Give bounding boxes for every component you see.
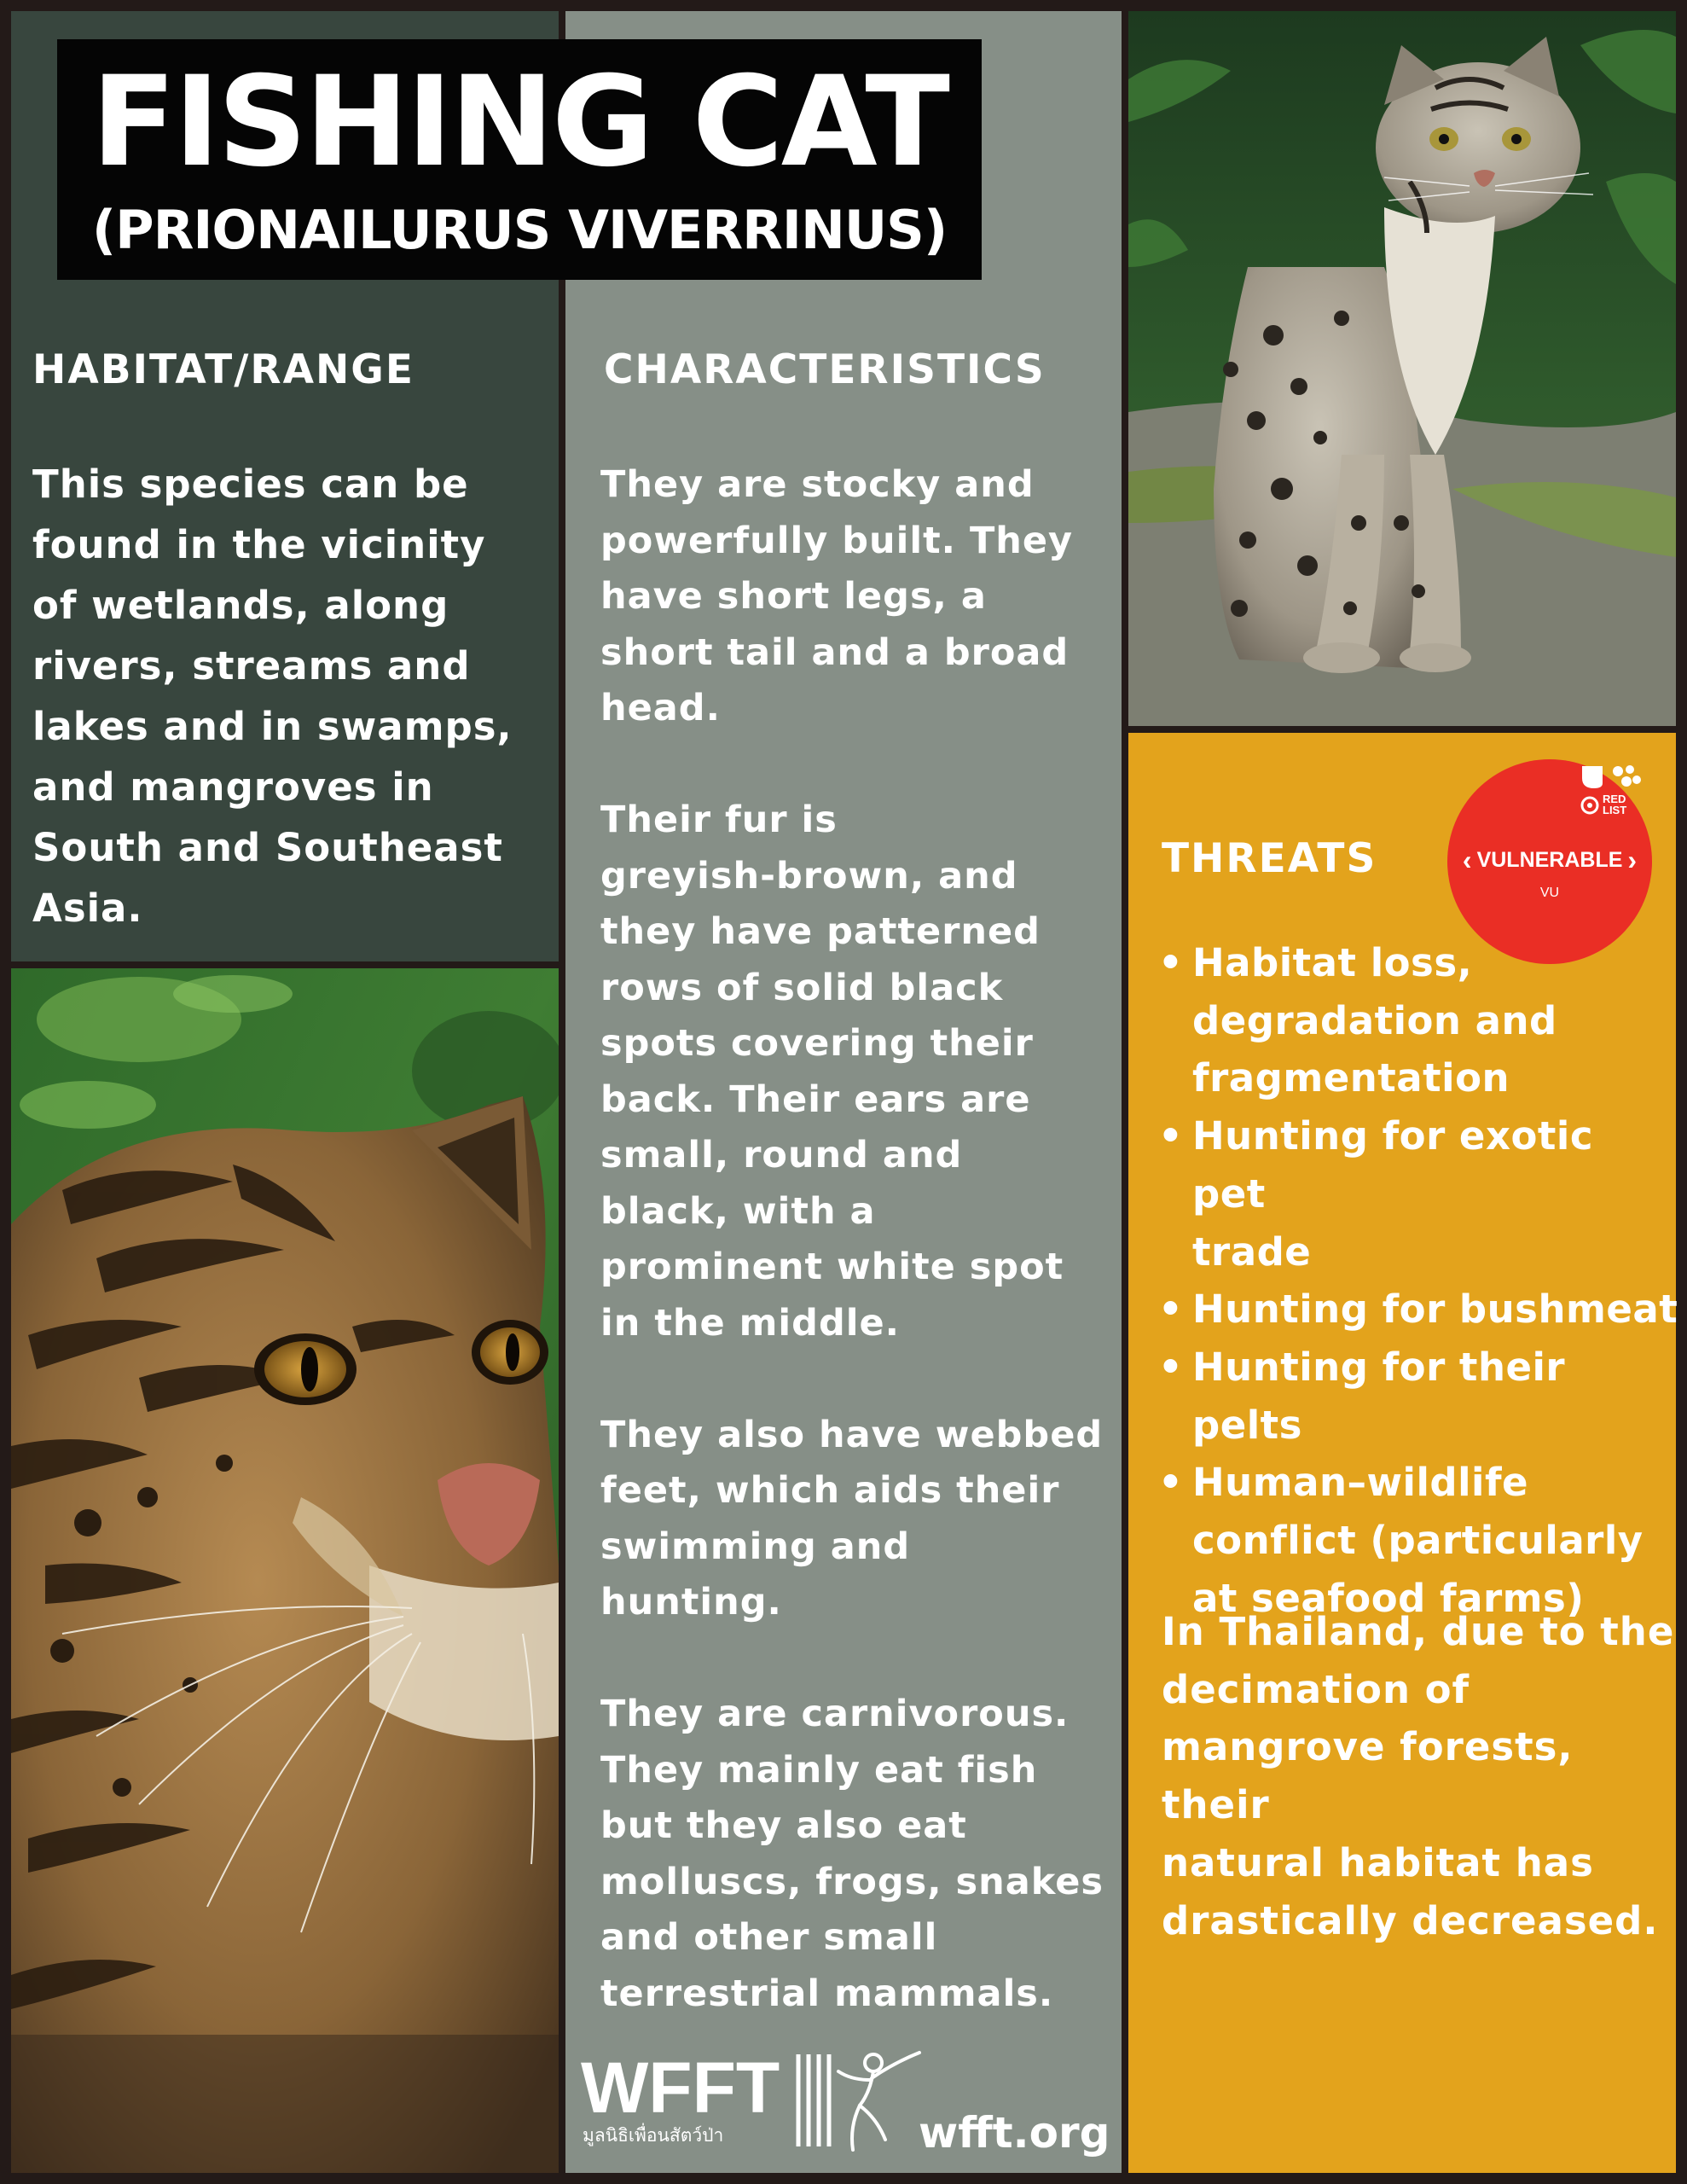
text-line: Hunting for their bbox=[1192, 1344, 1566, 1390]
redlist-badge bbox=[1447, 759, 1652, 964]
characteristics-panel bbox=[565, 11, 1122, 2173]
fishing-cat-closeup-photo bbox=[11, 968, 559, 2173]
paragraph bbox=[600, 793, 1121, 1351]
habitat-text bbox=[32, 454, 553, 938]
bullet: • bbox=[1158, 1460, 1184, 1506]
paragraph bbox=[600, 1408, 1121, 1631]
text-line: spots covering their bbox=[600, 1022, 1034, 1065]
fishing-cat-sitting-photo bbox=[1128, 11, 1676, 726]
text-line: feet, which aids their bbox=[600, 1469, 1060, 1512]
wfft-logo-text: WFFT bbox=[581, 2048, 780, 2128]
list-item bbox=[1158, 1339, 1678, 1454]
text-line: in the middle. bbox=[600, 1301, 900, 1345]
text-line: natural habitat has bbox=[1162, 1839, 1594, 1885]
text-line: They mainly eat fish bbox=[600, 1748, 1038, 1792]
text-line: Hunting for exotic pet bbox=[1192, 1113, 1594, 1217]
text-line: hunting. bbox=[600, 1581, 782, 1623]
text-line: In Thailand, due to the bbox=[1162, 1609, 1675, 1654]
gibbon-logo-icon bbox=[791, 2046, 928, 2160]
paragraph bbox=[600, 1687, 1121, 2022]
text-line: swimming and bbox=[600, 1525, 911, 1568]
text-line: they have patterned bbox=[600, 910, 1041, 953]
threats-note bbox=[1162, 1603, 1682, 1949]
redlist-logo-text: RED LIST bbox=[1603, 793, 1627, 816]
text-line: Habitat loss, bbox=[1192, 940, 1473, 985]
habitat-heading: HABITAT/RANGE bbox=[32, 346, 415, 393]
text-line: They are carnivorous. bbox=[600, 1693, 1070, 1735]
text-line: greyish-brown, and bbox=[600, 854, 1018, 897]
list-item bbox=[1158, 1107, 1678, 1281]
threat-list bbox=[1158, 934, 1678, 1627]
text-line: Hunting for bushmeat bbox=[1192, 1287, 1678, 1333]
text-line: They are stocky and bbox=[600, 463, 1035, 506]
website-link[interactable]: wfft.org bbox=[919, 2108, 1110, 2158]
list-item bbox=[1158, 1454, 1678, 1627]
text-line: found in the vicinity bbox=[32, 522, 486, 567]
status-text: VULNERABLE bbox=[1476, 848, 1623, 872]
text-line: molluscs, frogs, snakes bbox=[600, 1860, 1104, 1903]
text-line: but they also eat bbox=[600, 1804, 967, 1847]
threats-heading: THREATS bbox=[1162, 835, 1377, 882]
text-line: have short legs, a bbox=[600, 575, 987, 618]
text-line: Asia. bbox=[32, 886, 143, 931]
text-line: pelts bbox=[1192, 1402, 1302, 1448]
text-line: fragmentation bbox=[1192, 1055, 1510, 1101]
text-line: terrestrial mammals. bbox=[600, 1972, 1054, 2015]
text-line: They also have webbed bbox=[600, 1413, 1104, 1456]
bullet: • bbox=[1158, 1344, 1184, 1390]
page-title: FISHING CAT bbox=[91, 49, 948, 195]
text-line: rivers, streams and bbox=[32, 643, 471, 688]
text-line: of wetlands, along bbox=[32, 583, 449, 628]
paragraph bbox=[600, 457, 1121, 737]
bullet: • bbox=[1158, 1113, 1184, 1159]
bullet: • bbox=[1158, 1287, 1184, 1333]
text-line: head. bbox=[600, 687, 721, 729]
text-line: trade bbox=[1192, 1228, 1312, 1275]
text-line: back. Their ears are bbox=[600, 1077, 1031, 1121]
text-line: lakes and in swamps, bbox=[32, 704, 513, 749]
text-line: mangrove forests, their bbox=[1162, 1724, 1574, 1828]
list-item bbox=[1158, 934, 1678, 1107]
redlist-code: VU bbox=[1539, 886, 1560, 900]
text-line: black, with a bbox=[600, 1189, 876, 1233]
text-line: drastically decreased. bbox=[1162, 1897, 1659, 1943]
cat-closeup-illustration bbox=[11, 968, 559, 2173]
text-line: degradation and bbox=[1192, 997, 1557, 1043]
text-line: and mangroves in bbox=[32, 764, 434, 810]
characteristics-text bbox=[600, 457, 1121, 2022]
cat-sitting-illustration bbox=[1128, 11, 1676, 726]
redlist-logo bbox=[1579, 763, 1644, 826]
text-line: prominent white spot bbox=[600, 1246, 1064, 1288]
chevron-left-icon: ‹ bbox=[1462, 845, 1472, 875]
text-line: This species can be bbox=[32, 462, 469, 507]
text-line: and other small bbox=[600, 1916, 938, 1959]
text-line: powerfully built. They bbox=[600, 519, 1074, 562]
text-line: rows of solid black bbox=[600, 966, 1004, 1009]
text-line: South and Southeast bbox=[32, 825, 503, 870]
text-line: conflict (particularly bbox=[1192, 1518, 1644, 1564]
text-line: decimation of bbox=[1162, 1666, 1470, 1712]
redlist-status bbox=[1447, 845, 1652, 876]
text-line: at seafood farms) bbox=[1192, 1575, 1585, 1621]
list-item bbox=[1158, 1281, 1678, 1339]
characteristics-heading: CHARACTERISTICS bbox=[604, 346, 1046, 393]
bullet: • bbox=[1158, 940, 1184, 985]
text-line: short tail and a broad bbox=[600, 630, 1070, 674]
wfft-thai-name: มูลนิธิเพื่อนสัตว์ป่า bbox=[583, 2125, 724, 2146]
text-line: Their fur is bbox=[600, 799, 838, 841]
title-block bbox=[57, 39, 982, 280]
text-line: small, round and bbox=[600, 1134, 963, 1176]
chevron-right-icon: › bbox=[1627, 845, 1638, 875]
scientific-name: (PRIONAILURUS VIVERRINUS) bbox=[91, 199, 948, 261]
text-line: Human–wildlife bbox=[1192, 1460, 1529, 1506]
